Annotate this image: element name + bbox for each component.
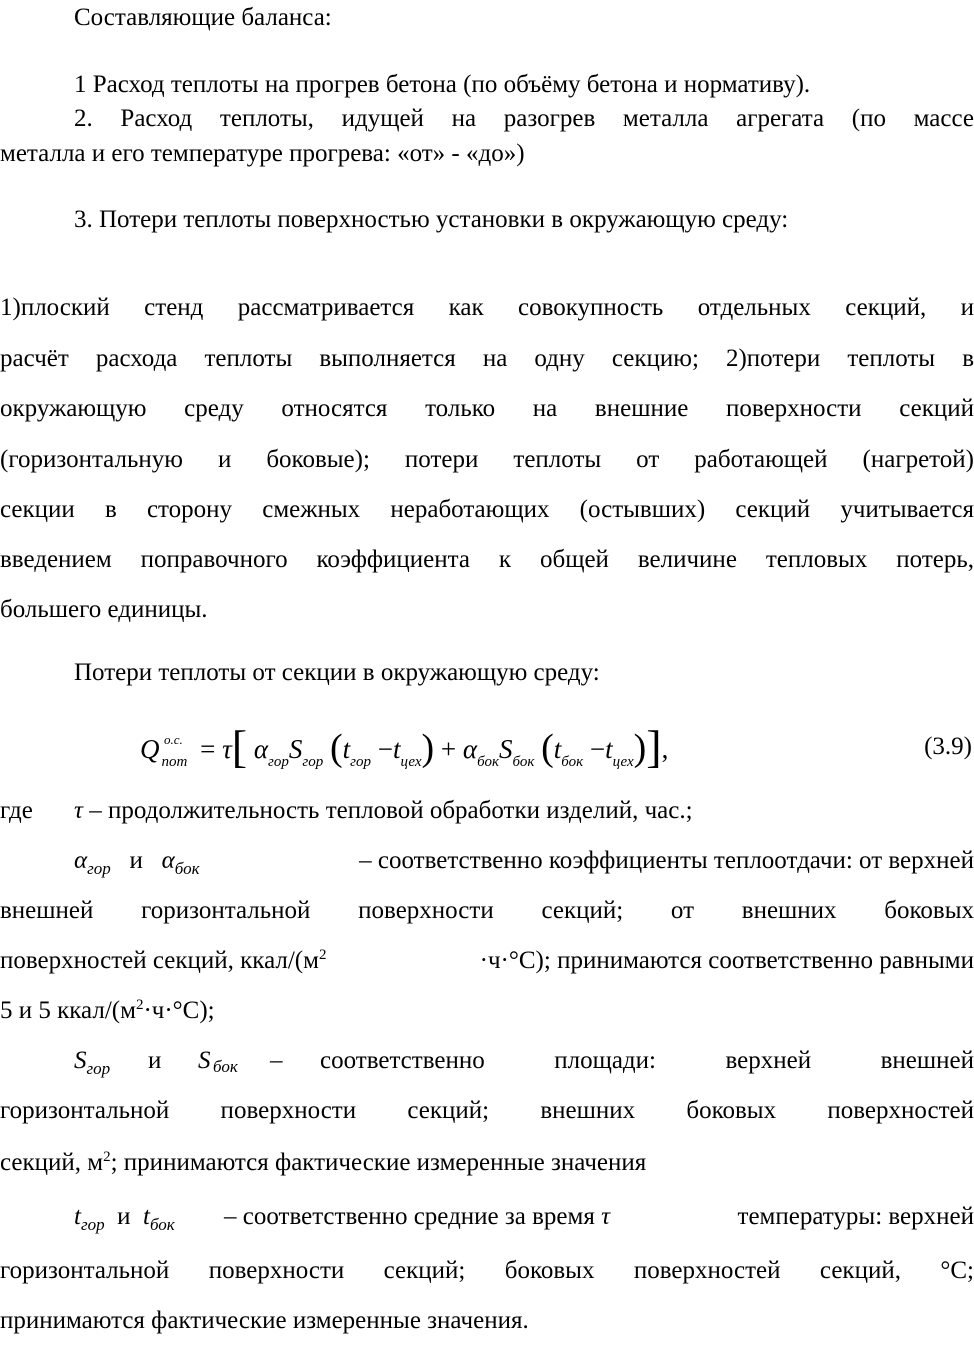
alpha-def-line-3 xyxy=(0,946,974,976)
where-tau-line xyxy=(0,796,974,826)
formula-t: t xyxy=(342,734,351,764)
alpha-def-line-4 xyxy=(0,996,974,1026)
alpha-def-line-2: внешней горизонтальной поверхности секций; от внешних боковых xyxy=(0,897,974,924)
t-bok-sub: бок xyxy=(149,1215,175,1234)
s-dash: – xyxy=(270,1047,283,1074)
s-units-b: ; принимаются фактические измеренные значения xyxy=(110,1149,647,1176)
alpha-gor-sub: гор xyxy=(87,859,111,878)
formula-alpha: α xyxy=(462,734,478,764)
alpha-values-b: ·ч·°С); xyxy=(143,997,215,1024)
t-def-line-2: горизонтальной поверхности секций; боковых поверхностей секций, °С; xyxy=(0,1257,974,1284)
formula-plus: + xyxy=(440,734,457,764)
tau-symbol: τ xyxy=(74,797,83,824)
equation-number: (3.9) xyxy=(924,733,972,760)
alpha-values-a: 5 и 5 ккал/(м xyxy=(0,997,136,1024)
t-def-text-b: температуры: верхней xyxy=(737,1203,974,1230)
formula-paren-open: ( xyxy=(541,727,554,769)
alpha-units-a: поверхностей секций, ккал/(м xyxy=(0,947,319,974)
t-gor-sub: гор xyxy=(80,1215,105,1234)
s-symbol: S xyxy=(74,1047,87,1074)
formula-sub: бок xyxy=(477,754,499,770)
s-symbol: S xyxy=(198,1047,211,1074)
alpha-symbol: α xyxy=(74,847,88,874)
s-def-line-1 xyxy=(74,1046,974,1078)
s-bok-sub: бок xyxy=(213,1057,238,1076)
s-def-line-3 xyxy=(0,1148,974,1178)
item-2-line-2: металла и его температуре прогрева: «от» - «до») xyxy=(0,140,525,167)
formula-sub: цех xyxy=(612,754,634,770)
alpha-bok-sub: бок xyxy=(174,859,200,878)
formula-sub: цех xyxy=(400,754,422,770)
squared: 2 xyxy=(318,947,327,963)
formula-t: t xyxy=(393,734,401,764)
formula-minus: − xyxy=(377,734,393,764)
alpha-units-b: ·ч·°С); принимаются соответственно равными xyxy=(479,947,974,974)
tau-definition: – продолжительность тепловой обработки изделий, час.; xyxy=(89,797,693,824)
formula-paren-open: ( xyxy=(329,727,343,769)
assumption-line: (горизонтальную и боковые); потери теплоты от работающей (нагретой) xyxy=(0,446,974,473)
where-word: где xyxy=(0,797,33,824)
t-def-line-3: принимаются фактические измеренные значения. xyxy=(0,1307,529,1334)
formula-t: t xyxy=(553,734,562,764)
formula-q-sub: пот xyxy=(161,754,188,770)
t-and: и xyxy=(117,1203,131,1230)
formula-sub: гор xyxy=(268,754,289,770)
s-def-line-2: горизонтальной поверхности секций; внешних боковых поверхностей xyxy=(0,1097,974,1124)
t-def-text-a: – соответственно средние за время xyxy=(224,1203,595,1230)
squared: 2 xyxy=(135,997,144,1013)
formula-minus: − xyxy=(589,734,606,764)
formula-comma: , xyxy=(661,734,669,764)
assumption-line: введением поправочного коэффициента к общей величине тепловых потерь, xyxy=(0,546,974,573)
formula-bracket-close: ] xyxy=(646,721,662,772)
formula-sub: гор xyxy=(302,754,324,770)
formula-alpha: α xyxy=(253,734,269,764)
formula-paren-close: ) xyxy=(421,727,435,769)
formula-q-sup: о.с. xyxy=(164,732,183,747)
s-gor-sub: гор xyxy=(86,1059,111,1078)
heat-loss-formula xyxy=(140,716,668,776)
alpha-and: и xyxy=(129,847,143,874)
item-1: 1 Расход теплоты на прогрев бетона (по объёму бетона и нормативу). xyxy=(74,71,811,98)
assumption-line: секции в сторону смежных неработающих (остывших) секций учитывается xyxy=(0,496,974,523)
s-def-text: соответственно площади: верхней внешней xyxy=(320,1047,974,1074)
s-units-a: секций, м xyxy=(0,1149,104,1176)
formula-s: S xyxy=(498,734,513,764)
assumption-line: 1)плоский стенд рассматривается как совокупность отдельных секций, и xyxy=(0,294,974,321)
alpha-symbol: α xyxy=(161,847,175,874)
tau-symbol: τ xyxy=(601,1203,611,1230)
formula-q: Q xyxy=(140,734,160,764)
t-symbol: t xyxy=(142,1203,150,1230)
assumption-line: большего единицы. xyxy=(0,596,208,623)
s-and: и xyxy=(148,1047,162,1074)
balance-heading: Составляющие баланса: xyxy=(74,4,332,31)
losses-intro: Потери теплоты от секции в окружающую среду: xyxy=(74,659,600,686)
alpha-def-line-1 xyxy=(74,846,974,878)
t-symbol: t xyxy=(74,1203,81,1230)
squared: 2 xyxy=(103,1149,111,1165)
assumption-line: окружающую среду относятся только на внешние поверхности секций xyxy=(0,395,974,422)
formula-sub: гор xyxy=(350,754,372,770)
formula-sub: бок xyxy=(512,754,535,770)
formula-eq: = xyxy=(200,734,216,764)
formula-s: S xyxy=(288,734,303,764)
formula-bracket-open: [ xyxy=(231,721,248,772)
formula-tau: τ xyxy=(222,734,232,764)
assumption-line: расчёт расхода теплоты выполняется на одну секцию; 2)потери теплоты в xyxy=(0,345,974,372)
t-def-text xyxy=(224,1202,974,1232)
item-3: 3. Потери теплоты поверхностью установки в окружающую среду: xyxy=(74,206,789,233)
formula-paren-close: ) xyxy=(633,727,647,769)
item-2-line-1: 2. Расход теплоты, идущей на разогрев металла агрегата (по массе xyxy=(74,105,974,132)
formula-sub: бок xyxy=(561,754,584,770)
t-def-line-1 xyxy=(74,1202,974,1234)
formula-t: t xyxy=(605,734,613,764)
alpha-def-text: – соответственно коэффициенты теплоотдачи: от верхней xyxy=(359,847,974,874)
